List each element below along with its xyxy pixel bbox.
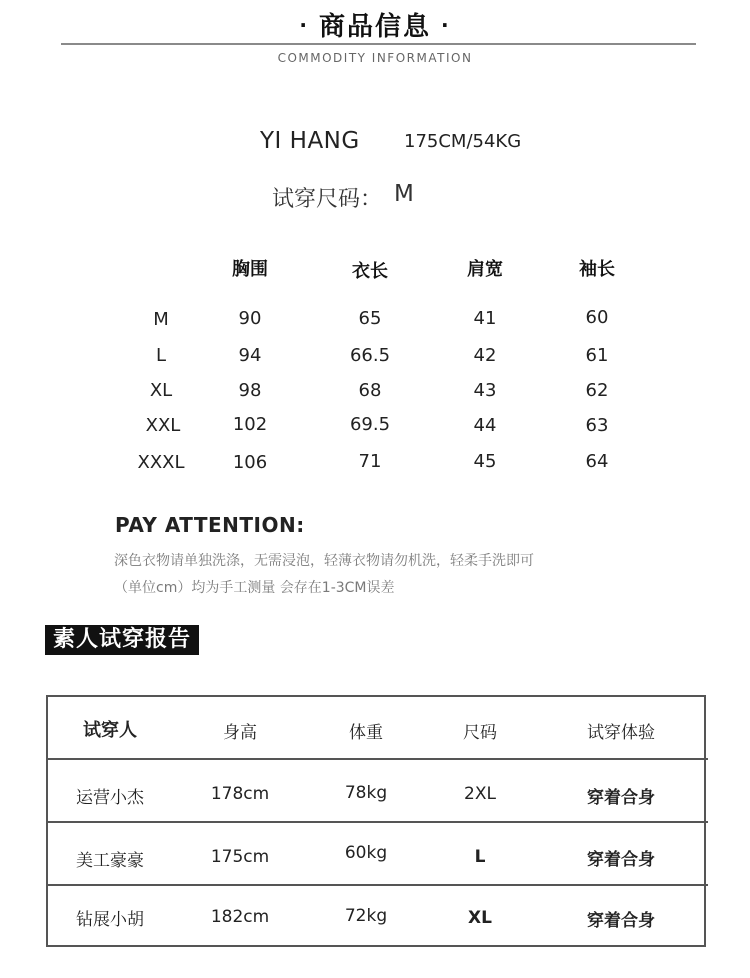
size-value: 64 [585,451,609,472]
trial-size-value: M [394,181,414,207]
size-label: XXL [145,415,181,436]
size-header-sleeve: 袖长 [579,259,615,280]
report-header-size: 尺码 [463,723,497,743]
size-value: 61 [585,345,609,366]
report-size: XL [468,908,492,928]
report-header-experience: 试穿体验 [587,723,655,743]
size-header-shoulder: 肩宽 [467,259,503,280]
report-size: L [474,847,486,867]
size-value: 71 [358,451,382,472]
section-header [0,6,750,43]
size-value: 65 [358,308,382,329]
size-value: 102 [232,414,268,435]
size-label: L [155,345,167,366]
model-stats: 175CM/54KG [404,131,522,152]
report-height: 178cm [210,784,270,804]
table-divider [46,758,708,760]
size-value: 60 [585,307,609,328]
report-experience: 穿着合身 [587,911,655,931]
model-name: YI HANG [260,128,360,154]
size-value: 42 [473,345,497,366]
report-height: 182cm [210,907,270,927]
size-value: 45 [473,451,497,472]
size-value: 69.5 [349,414,391,435]
size-header-chest: 胸围 [232,259,268,280]
report-person: 美工豪豪 [76,851,144,871]
trial-size-label: 试穿尺码： [272,187,383,212]
report-weight: 60kg [344,843,388,863]
report-experience: 穿着合身 [587,788,655,808]
title-dot-left: · [299,13,309,37]
care-note: 深色衣物请单独洗涤，无需浸泡，轻薄衣物请勿机洗，轻柔手洗即可 [114,553,534,569]
report-weight: 78kg [344,783,388,803]
report-header-height: 身高 [223,723,257,743]
size-label: XXXL [137,452,185,473]
size-value: 63 [585,415,609,436]
report-person: 钻展小胡 [76,910,144,930]
size-label: XL [149,380,173,401]
report-header-person: 试穿人 [83,720,137,741]
attention-title: PAY ATTENTION: [115,513,305,537]
report-height: 175cm [210,847,270,867]
measure-note: （单位cm）均为手工测量 会存在1-3CM误差 [114,580,395,596]
report-person: 运营小杰 [76,788,144,808]
header-divider [61,43,696,45]
title-dot-right: · [441,13,451,37]
title-text: 商品信息 [318,12,431,42]
size-value: 62 [585,380,609,401]
size-value: 68 [358,380,382,401]
report-banner: 素人试穿报告 [45,625,199,655]
size-value: 41 [473,308,497,329]
size-value: 98 [238,380,262,401]
size-value: 90 [238,308,262,329]
table-divider [46,884,708,886]
table-divider [46,821,708,823]
report-weight: 72kg [344,906,388,926]
size-label: M [153,309,169,330]
size-value: 43 [473,380,497,401]
size-value: 66.5 [349,345,391,366]
size-header-length: 衣长 [352,261,388,282]
page-subtitle: COMMODITY INFORMATION [277,51,473,65]
report-size: 2XL [464,784,496,804]
report-header-weight: 体重 [349,723,383,743]
size-value: 44 [473,415,497,436]
size-value: 94 [238,345,262,366]
page-title [289,12,460,42]
size-value: 106 [232,452,268,473]
report-experience: 穿着合身 [587,850,655,870]
